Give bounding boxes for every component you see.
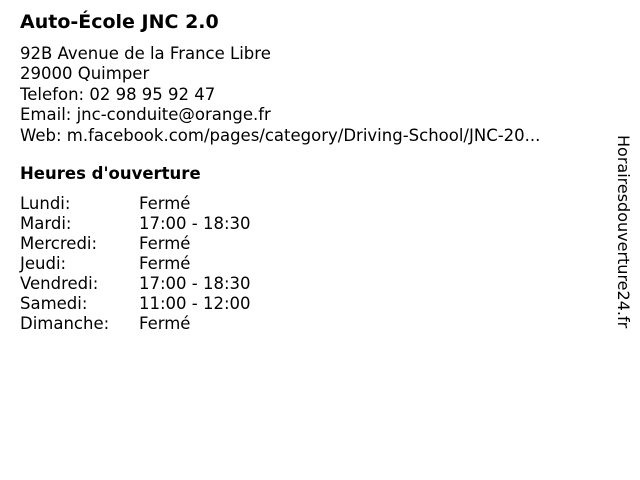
day-label: Mardi: bbox=[20, 214, 72, 234]
day-label: Vendredi: bbox=[20, 274, 99, 294]
day-label: Mercredi: bbox=[20, 234, 98, 254]
day-hours: 17:00 - 18:30 bbox=[139, 274, 251, 294]
day-hours: 11:00 - 12:00 bbox=[139, 294, 251, 314]
hours-row-thursday bbox=[20, 254, 600, 274]
hours-row-wednesday bbox=[20, 234, 600, 254]
day-hours: Fermé bbox=[139, 194, 191, 214]
day-label: Lundi: bbox=[20, 194, 71, 214]
business-card bbox=[20, 10, 600, 334]
address-line-1: 92B Avenue de la France Libre bbox=[20, 44, 271, 63]
hours-heading: Heures d'ouverture bbox=[20, 164, 201, 184]
day-hours: Fermé bbox=[139, 314, 191, 334]
web-line[interactable]: Web: m.facebook.com/pages/category/Driving-School/JNC-20... bbox=[20, 125, 541, 145]
hours-row-sunday bbox=[20, 314, 600, 334]
hours-table bbox=[20, 194, 600, 334]
day-hours: 17:00 - 18:30 bbox=[139, 214, 251, 234]
site-watermark: Horairesdouverture24.fr bbox=[614, 135, 633, 329]
hours-row-saturday bbox=[20, 294, 600, 314]
hours-row-tuesday bbox=[20, 214, 600, 234]
day-label: Samedi: bbox=[20, 294, 88, 314]
day-label: Jeudi: bbox=[20, 254, 67, 274]
day-hours: Fermé bbox=[139, 234, 191, 254]
day-label: Dimanche: bbox=[20, 314, 110, 334]
email-line[interactable]: Email: jnc-conduite@orange.fr bbox=[20, 105, 271, 125]
phone-line[interactable]: Telefon: 02 98 95 92 47 bbox=[20, 84, 216, 104]
business-name: Auto-École JNC 2.0 bbox=[20, 11, 219, 33]
hours-row-friday bbox=[20, 274, 600, 294]
day-hours: Fermé bbox=[139, 254, 191, 274]
hours-row-monday bbox=[20, 194, 600, 214]
address-line-2: 29000 Quimper bbox=[20, 64, 150, 84]
